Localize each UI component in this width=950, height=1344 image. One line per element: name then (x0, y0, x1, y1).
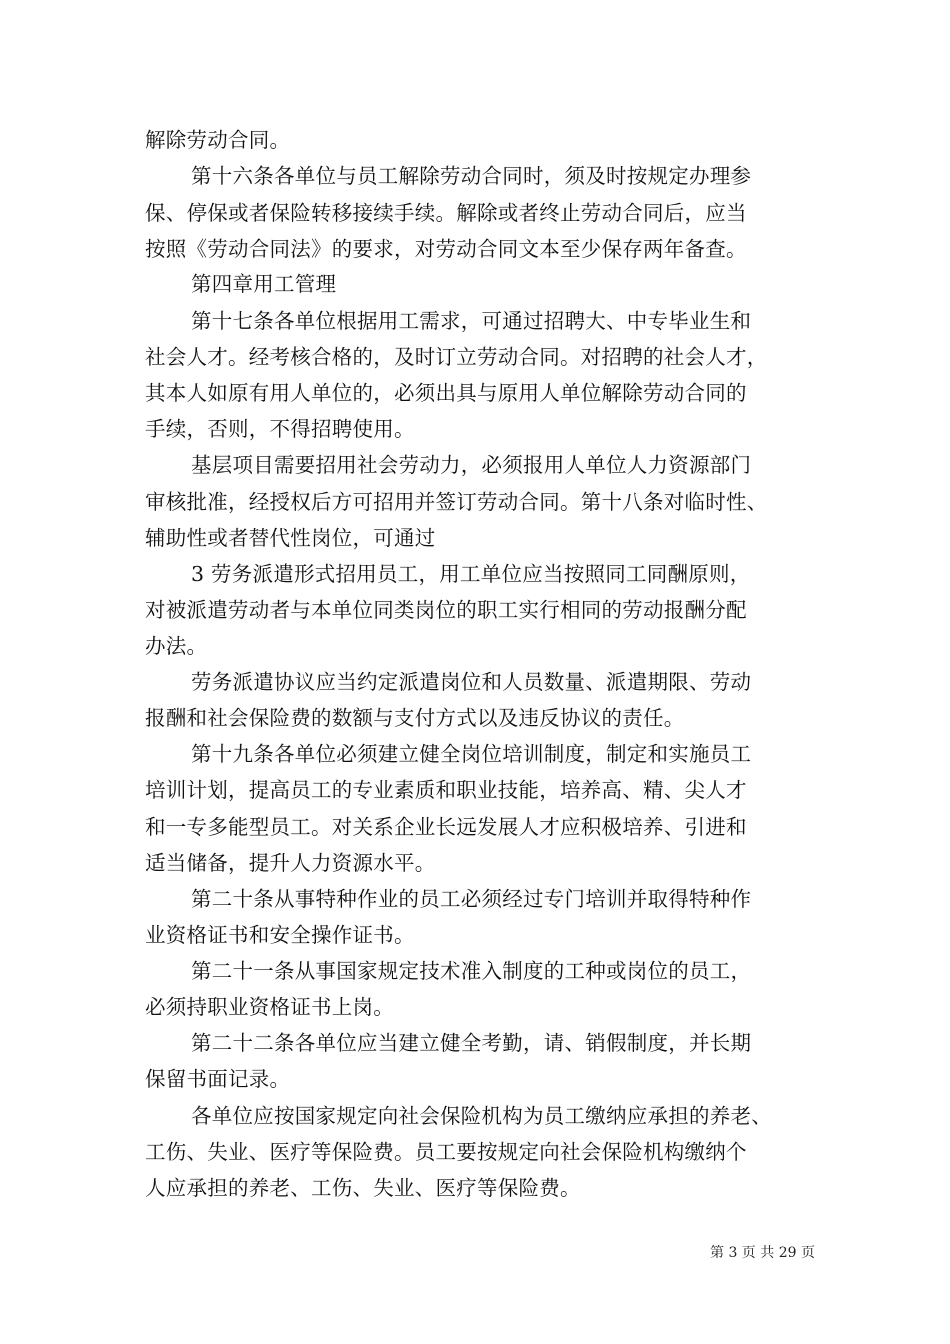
text-line: 社会人才。经考核合格的，及时订立劳动合同。对招聘的社会人才， (145, 345, 768, 369)
text-line: 基层项目需要招用社会劳动力，必须报用人单位人力资源部门 (191, 453, 752, 477)
text-line: 第二十二条各单位应当建立健全考勤，请、销假制度，并长期 (191, 1031, 752, 1055)
text-line: 保、停保或者保险转移接续手续。解除或者终止劳动合同后，应当 (145, 201, 747, 225)
text-line: 适当储备，提升人力资源水平。 (145, 851, 436, 875)
text-line: 对被派遣劳动者与本单位同类岗位的职工实行相同的劳动报酬分配 (145, 598, 747, 622)
text-line: 各单位应按国家规定向社会保险机构为员工缴纳应承担的养老、 (191, 1104, 772, 1128)
text-line: 审核批准，经授权后方可招用并签订劳动合同。第十八条对临时性、 (145, 490, 768, 514)
text-line: 工伤、失业、医疗等保险费。员工要按规定向社会保险机构缴纳个 (145, 1140, 747, 1164)
text-line: 第十六条各单位与员工解除劳动合同时，须及时按规定办理参 (191, 164, 752, 188)
text-line: 其本人如原有用人单位的，必须出具与原用人单位解除劳动合同的 (145, 381, 747, 405)
text-line: 和一专多能型员工。对关系企业长远发展人才应积极培养、引进和 (145, 815, 747, 839)
page-number: 第 3 页 共 29 页 (710, 1245, 815, 1261)
text-line: 第十七条各单位根据用工需求，可通过招聘大、中专毕业生和 (191, 309, 752, 333)
text-line: 培训计划，提高员工的专业素质和职业技能，培养高、精、尖人才 (145, 778, 747, 802)
text-line: 按照《劳动合同法》的要求，对劳动合同文本至少保存两年备查。 (145, 237, 747, 261)
text-line: 解除劳动合同。 (145, 128, 291, 152)
text-line: 3 劳务派遣形式招用员工，用工单位应当按照同工同酬原则， (191, 562, 751, 586)
text-line: 人应承担的养老、工伤、失业、医疗等保险费。 (145, 1176, 581, 1200)
text-line: 必须持职业资格证书上岗。 (145, 995, 394, 1019)
text-line: 办法。 (145, 634, 208, 658)
text-line: 第二十一条从事国家规定技术准入制度的工种或岗位的员工， (191, 959, 752, 983)
text-line: 第二十条从事特种作业的员工必须经过专门培训并取得特种作 (191, 887, 752, 911)
text-line: 第十九条各单位必须建立健全岗位培训制度，制定和实施员工 (191, 742, 752, 766)
section-heading: 第四章用工管理 (191, 272, 337, 296)
text-line: 业资格证书和安全操作证书。 (145, 923, 415, 947)
text-line: 辅助性或者替代性岗位，可通过 (145, 526, 436, 550)
text-line: 劳务派遣协议应当约定派遣岗位和人员数量、派遣期限、劳动 (191, 670, 752, 694)
text-line: 手续，否则，不得招聘使用。 (145, 417, 415, 441)
text-line: 保留书面记录。 (145, 1067, 291, 1091)
text-line: 报酬和社会保险费的数额与支付方式以及违反协议的责任。 (145, 706, 685, 730)
